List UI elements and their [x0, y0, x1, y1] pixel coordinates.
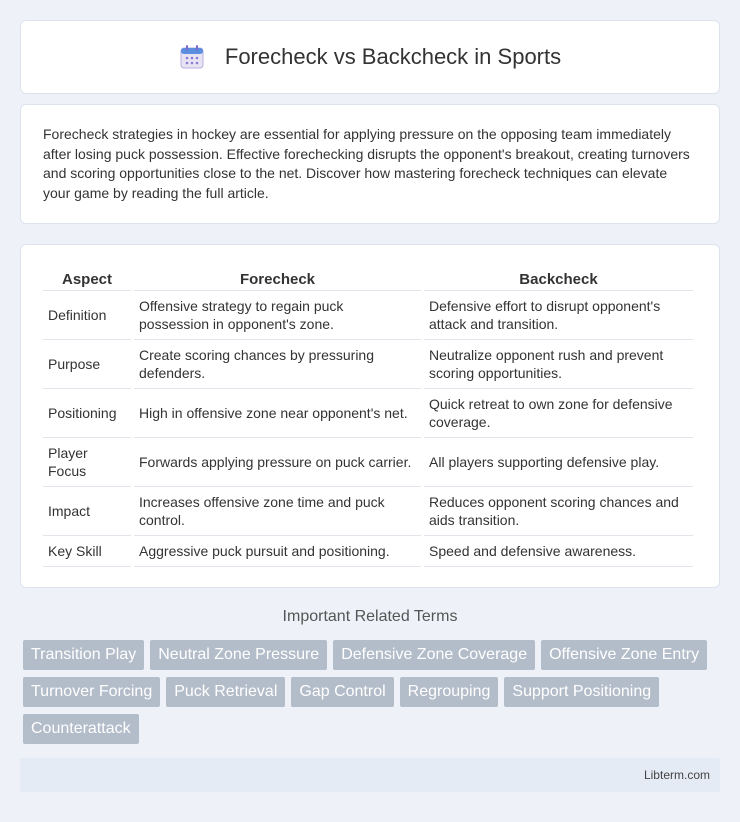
- related-term-tag[interactable]: Transition Play: [23, 640, 144, 670]
- table-cell-forecheck: Increases offensive zone time and puck control.: [134, 487, 421, 536]
- table-cell-aspect: Definition: [43, 291, 131, 340]
- related-terms-title: Important Related Terms: [282, 608, 458, 625]
- table-cell-backcheck: Neutralize opponent rush and prevent scoring opportunities.: [424, 340, 693, 389]
- related-term-tag[interactable]: Support Positioning: [504, 677, 659, 707]
- related-term-tag[interactable]: Neutral Zone Pressure: [150, 640, 327, 670]
- comparison-table: [40, 265, 696, 567]
- footer: [20, 758, 720, 792]
- table-row: [43, 487, 693, 536]
- table-row: [43, 438, 693, 487]
- comparison-card: [20, 244, 720, 588]
- table-cell-aspect: Player Focus: [43, 438, 131, 487]
- related-term-tag[interactable]: Defensive Zone Coverage: [333, 640, 535, 670]
- table-cell-backcheck: Quick retreat to own zone for defensive coverage.: [424, 389, 693, 438]
- intro-text: Forecheck strategies in hockey are essential for applying pressure on the opposing team immediately after losing puck possession. Effective forechecking disrupts the opponent's breakout, creating turnovers and scoring opportunities close to the net. Discover how mastering forecheck techniques can elevate your game by reading the full article.: [43, 126, 690, 201]
- table-cell-aspect: Impact: [43, 487, 131, 536]
- table-row: [43, 340, 693, 389]
- column-header-backcheck: Backcheck: [424, 265, 693, 291]
- table-cell-backcheck: Reduces opponent scoring chances and aids transition.: [424, 487, 693, 536]
- intro-card: [20, 104, 720, 224]
- table-row: [43, 536, 693, 567]
- header-card: [20, 20, 720, 94]
- table-cell-aspect: Key Skill: [43, 536, 131, 567]
- table-cell-forecheck: Offensive strategy to regain puck possession in opponent's zone.: [134, 291, 421, 340]
- table-cell-aspect: Purpose: [43, 340, 131, 389]
- table-cell-forecheck: Create scoring chances by pressuring defenders.: [134, 340, 421, 389]
- table-cell-forecheck: Forwards applying pressure on puck carrier.: [134, 438, 421, 487]
- table-cell-aspect: Positioning: [43, 389, 131, 438]
- related-term-tag[interactable]: Puck Retrieval: [166, 677, 285, 707]
- table-cell-forecheck: Aggressive puck pursuit and positioning.: [134, 536, 421, 567]
- column-header-aspect: Aspect: [43, 265, 131, 291]
- related-term-tag[interactable]: Turnover Forcing: [23, 677, 160, 707]
- related-term-tag[interactable]: Regrouping: [400, 677, 499, 707]
- table-row: [43, 291, 693, 340]
- related-term-tag[interactable]: Gap Control: [291, 677, 393, 707]
- table-cell-backcheck: All players supporting defensive play.: [424, 438, 693, 487]
- table-cell-forecheck: High in offensive zone near opponent's net.: [134, 389, 421, 438]
- footer-site-link[interactable]: Libterm.com: [643, 768, 710, 782]
- related-terms-list: [23, 640, 723, 744]
- table-row: [43, 389, 693, 438]
- related-term-tag[interactable]: Counterattack: [23, 714, 139, 744]
- page-title: Forecheck vs Backcheck in Sports: [224, 44, 562, 69]
- table-header-row: [43, 265, 693, 291]
- column-header-forecheck: Forecheck: [134, 265, 421, 291]
- table-cell-backcheck: Defensive effort to disrupt opponent's attack and transition.: [424, 291, 693, 340]
- calendar-icon: [179, 44, 205, 70]
- table-cell-backcheck: Speed and defensive awareness.: [424, 536, 693, 567]
- related-term-tag[interactable]: Offensive Zone Entry: [541, 640, 707, 670]
